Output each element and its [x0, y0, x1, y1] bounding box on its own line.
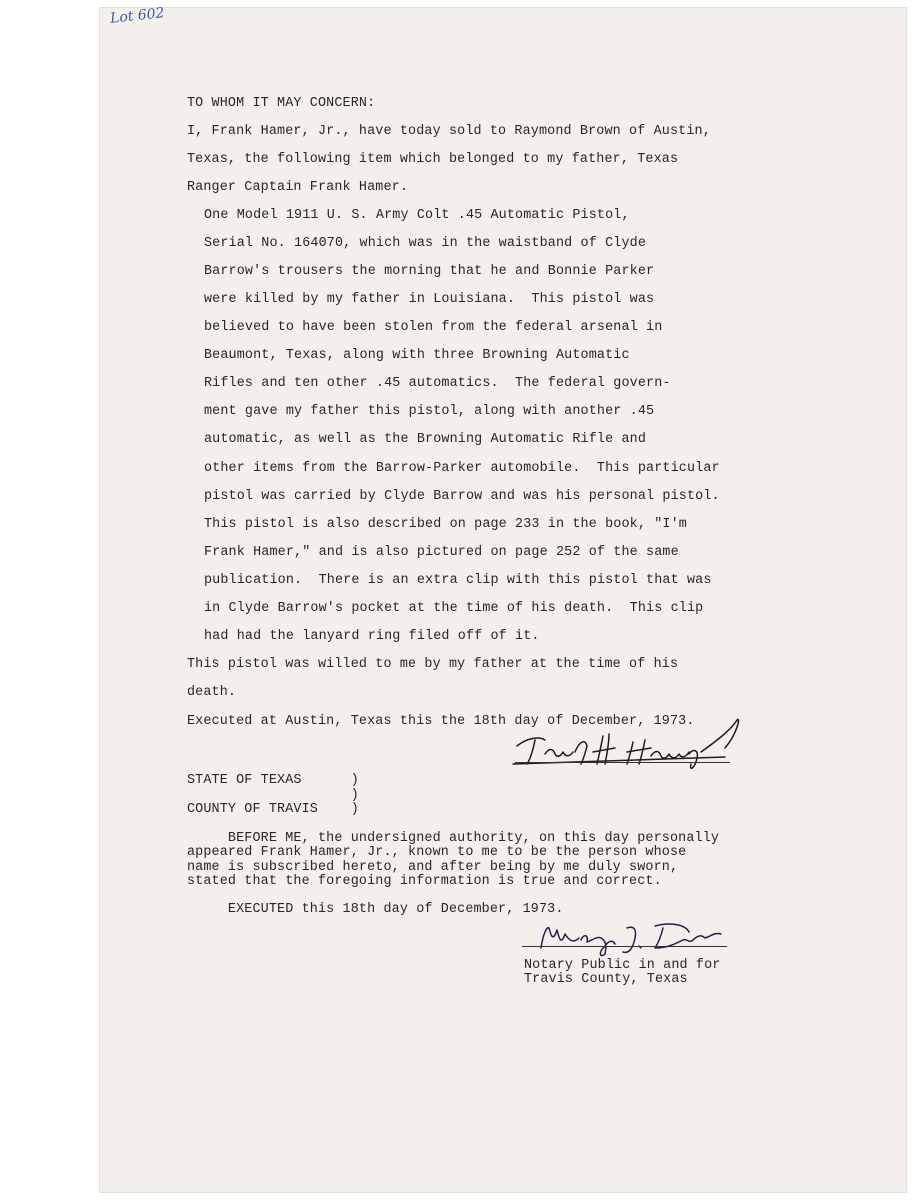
notary-paragraph-line: stated that the foregoing information is true and correct. — [187, 874, 662, 889]
notary-title-line: Travis County, Texas — [524, 972, 688, 987]
item-line: believed to have been stolen from the federal arsenal in — [204, 320, 663, 335]
item-line: pistol was carried by Clyde Barrow and was his personal pistol. — [204, 489, 720, 504]
item-line: were killed by my father in Louisiana. This pistol was — [204, 292, 655, 307]
item-line: automatic, as well as the Browning Automatic Rifle and — [204, 432, 647, 447]
county-of-travis: COUNTY OF TRAVIS ) — [187, 802, 359, 817]
item-line: Barrow's trousers the morning that he and Bonnie Parker — [204, 264, 655, 279]
frank-hamer-jr-signature — [505, 712, 745, 772]
item-line: One Model 1911 U. S. Army Colt .45 Automatic Pistol, — [204, 208, 630, 223]
notary-paragraph-line: appeared Frank Hamer, Jr., known to me to be the person whose — [187, 845, 687, 860]
intro-line: Texas, the following item which belonged to my father, Texas — [187, 152, 679, 167]
intro-line: Ranger Captain Frank Hamer. — [187, 180, 409, 195]
notary-signature — [535, 918, 735, 958]
intro-line: I, Frank Hamer, Jr., have today sold to Raymond Brown of Austin, — [187, 124, 711, 139]
salutation: TO WHOM IT MAY CONCERN: — [187, 96, 376, 111]
item-line: Frank Hamer," and is also pictured on page 252 of the same — [204, 545, 679, 560]
state-of-texas: STATE OF TEXAS ) — [187, 773, 359, 788]
closing-line: death. — [187, 685, 237, 700]
closing-line: This pistol was willed to me by my father at the time of his — [187, 657, 679, 672]
lot-annotation: Lot 602 — [109, 5, 166, 27]
notary-paragraph-line: name is subscribed hereto, and after being by me duly sworn, — [187, 860, 679, 875]
notary-paragraph-line: BEFORE ME, the undersigned authority, on this day personally — [187, 831, 720, 846]
notary-executed-line: EXECUTED this 18th day of December, 1973. — [187, 902, 564, 917]
item-line: Beaumont, Texas, along with three Browning Automatic — [204, 348, 630, 363]
item-line: Rifles and ten other .45 automatics. The federal govern- — [204, 376, 671, 391]
paren-line: ) — [187, 788, 359, 803]
executed-line: Executed at Austin, Texas this the 18th day of December, 1973. — [187, 714, 695, 729]
item-line: other items from the Barrow-Parker automobile. This particular — [204, 461, 720, 476]
signature-line — [515, 762, 730, 763]
item-line: Serial No. 164070, which was in the waistband of Clyde — [204, 236, 647, 251]
item-line: This pistol is also described on page 233 in the book, "I'm — [204, 517, 687, 532]
item-line: had had the lanyard ring filed off of it. — [204, 629, 540, 644]
notary-signature-line — [522, 946, 727, 947]
notary-title-line: Notary Public in and for — [524, 958, 721, 973]
item-line: publication. There is an extra clip with this pistol that was — [204, 573, 712, 588]
item-line: ment gave my father this pistol, along with another .45 — [204, 404, 655, 419]
item-line: in Clyde Barrow's pocket at the time of his death. This clip — [204, 601, 704, 616]
